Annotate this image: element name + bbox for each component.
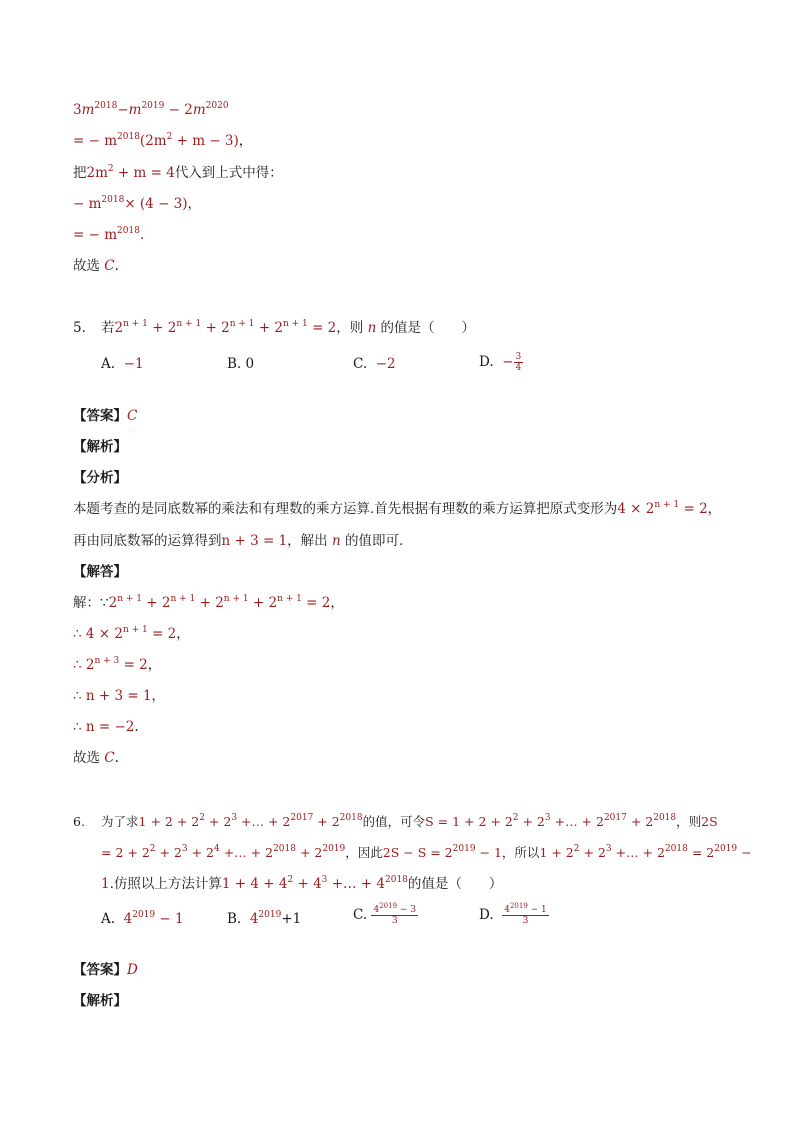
- q6-answer: 【答案】D: [73, 962, 138, 978]
- q5-fenxi-line-1: 本题考查的是同底数幂的乘法和有理数的乘方运算.首先根据有理数的乘方运算把原式变形为$4 \times 2^{n + 1} = 2$，: [73, 500, 722, 517]
- q5-step-5: ∴ n = −2.: [73, 719, 139, 735]
- q6-option-c: C. $\frac{4^{2019} - 3}{3}$: [353, 902, 416, 926]
- q5-jiexi-heading: 【解析】: [73, 439, 127, 455]
- q5-step-4: ∴ n + 3 = 1，: [73, 688, 166, 704]
- q5-option-b: B. 0: [227, 356, 255, 372]
- q5-step-3: ∴ $2^{n + 3} = 2$，: [73, 656, 162, 673]
- work-line-1: $3m^{2018}-m^{2019} - 2m^{2020}$: [73, 101, 229, 118]
- q6-number: 6.: [73, 814, 85, 829]
- work-line-4: − $m^{2018}\times (4 - 3)$，: [73, 195, 202, 212]
- q5-fenxi-line-2: 再由同底数幂的运算得到n + 3 = 1，解出 n 的值即可.: [73, 533, 404, 549]
- q5-option-c: C. −2: [353, 356, 396, 372]
- q5-stem: 5. 若$2^{n + 1} + 2^{n + 1} + 2^{n + 1} + 2^{n + 1} = 2$，则 n 的值是（ ）: [73, 319, 476, 336]
- q6-option-a: A. $4^{2019} - 1$: [101, 910, 184, 927]
- q5-number: 5.: [73, 320, 86, 336]
- q6-stem-line-2: = $2 + 2^2 + 2^3 + 2^4$ +… + $2^{2018} + 2^{2019}$，因此$2S - S = 2^{2019} - 1$，所以$1 + 2^2 + 2^3$ +… + $2^{2018} = 2^{2019}$ −: [101, 844, 752, 860]
- q6-jiexi-heading: 【解析】: [73, 993, 127, 1009]
- q5-jieda-heading: 【解答】: [73, 564, 127, 580]
- q6-stem-line-3: 1.仿照以上方法计算$1 + 4 + 4^2 + 4^3$ +… + $4^{2018}$的值是（ ）: [101, 875, 503, 892]
- q6-stem-line-1: 6. 为了求$1 + 2 + 2^2 + 2^3$ +… + $2^{2017} + 2^{2018}$的值，可令$S = 1 + 2 + 2^2 + 2^3$ +… + $2^{2017} + 2^{2018}$，则2S: [73, 812, 718, 832]
- work-line-2: = − $m^{2018}(2m^2 + m - 3)$，: [73, 132, 253, 149]
- q5-option-d: D. − $\frac{3}{4}$: [479, 352, 522, 373]
- q5-step-2: ∴ $4 \times 2^{n + 1} = 2$，: [73, 625, 190, 642]
- q5-option-a: A. −1: [101, 356, 144, 372]
- q5-fenxi-heading: 【分析】: [73, 470, 127, 486]
- q5-step-1: 解：$\because 2^{n + 1} + 2^{n + 1} + 2^{n + 1} + 2^{n + 1} = 2$，: [73, 594, 344, 611]
- q6-option-d: D. $\frac{4^{2019} - 1}{3}$: [479, 902, 547, 926]
- q5-answer: 【答案】C: [73, 408, 138, 424]
- work-line-6: 故选 C.: [73, 258, 119, 274]
- work-line-5: = − $m^{2018}$.: [73, 226, 145, 243]
- work-line-3: 把$2m^2 + m = 4$代入到上式中得：: [73, 164, 283, 181]
- q6-option-b: B. $4^{2019}+1$: [227, 910, 302, 927]
- q5-step-6: 故选 C.: [73, 750, 119, 766]
